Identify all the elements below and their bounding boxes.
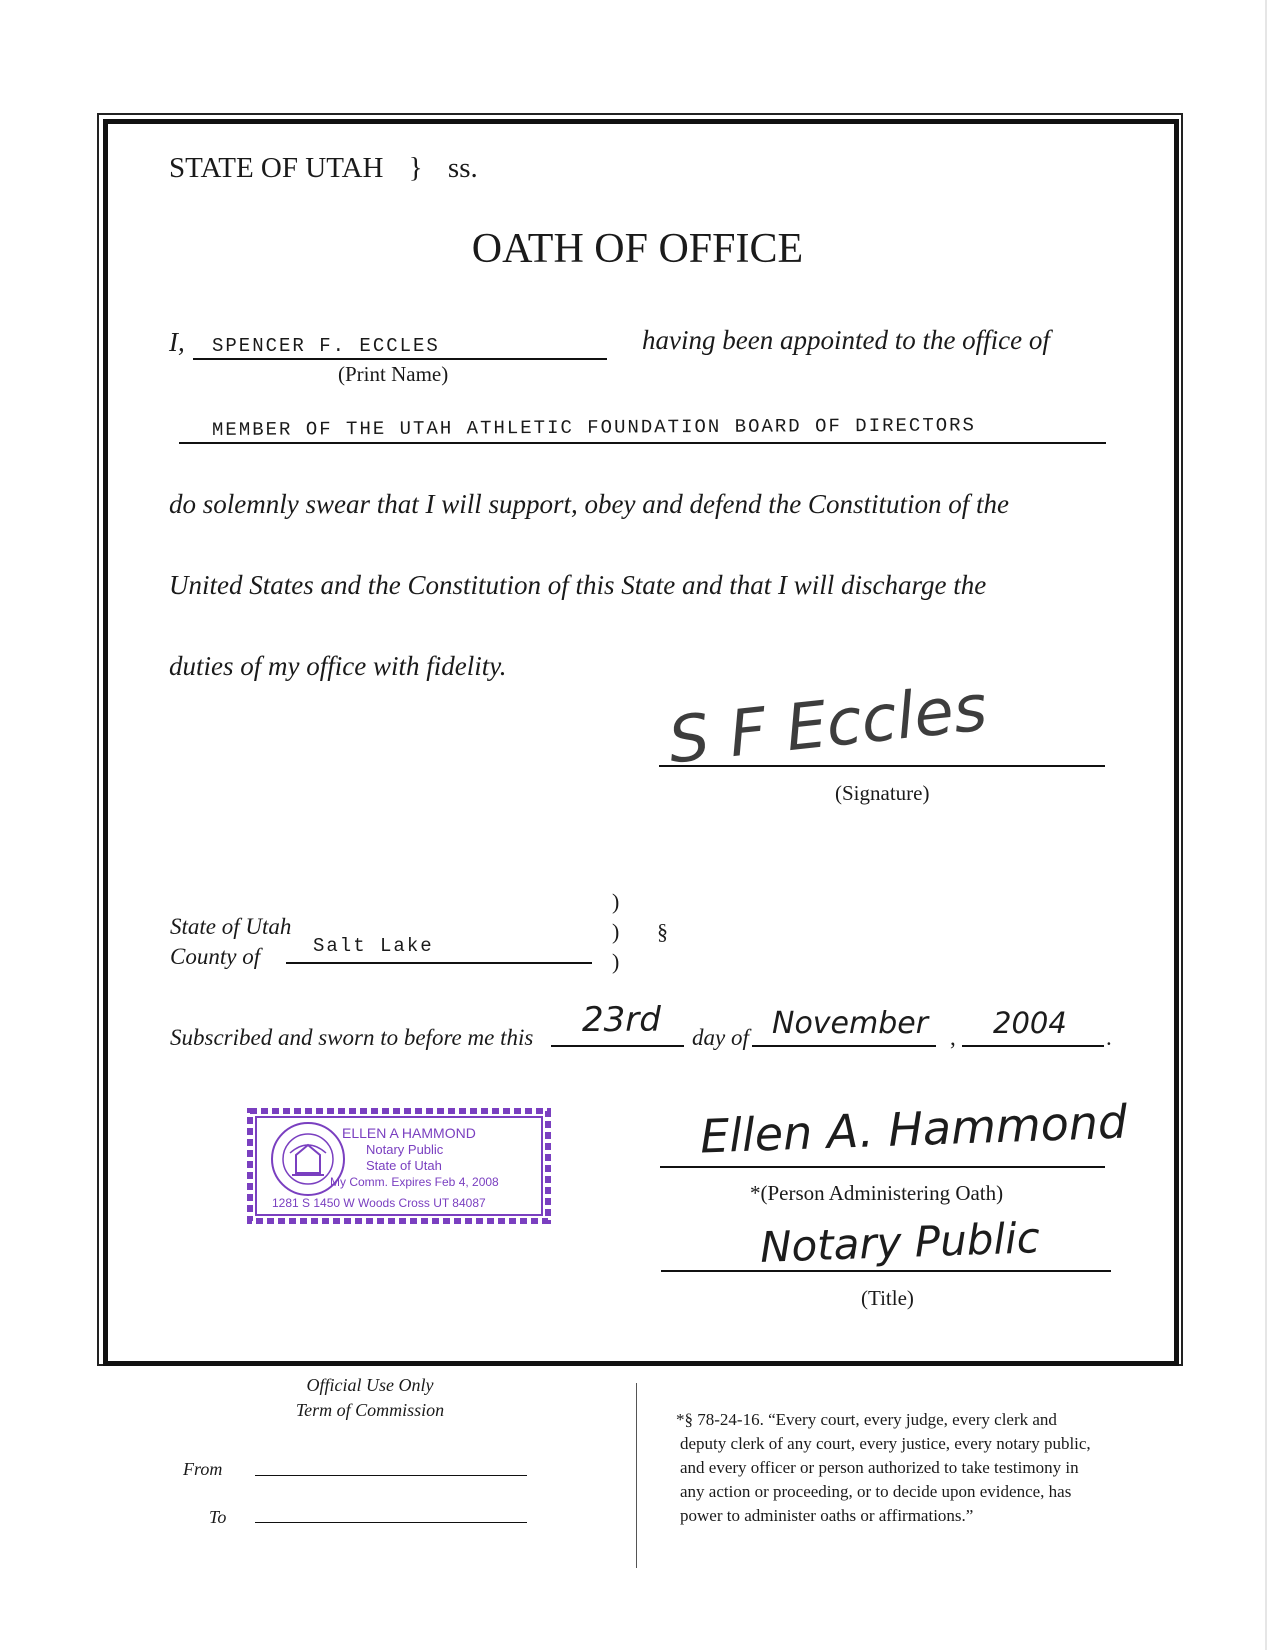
footnote-line-4: any action or proceeding, or to decide upon evidence, has [680, 1482, 1072, 1501]
stamp-line-4: My Comm. Expires Feb 4, 2008 [330, 1175, 499, 1189]
term-of-commission-heading: Term of Commission [295, 1400, 445, 1420]
year-period: . [1106, 1025, 1112, 1050]
sworn-day: 23rd [582, 1000, 661, 1040]
footnote-line-5: power to administer oaths or affirmations.” [680, 1506, 974, 1525]
official-use-heading: Official Use Only [306, 1375, 434, 1395]
title-handwriting: Notary Public [759, 1213, 1041, 1272]
sworn-text: Subscribed and sworn to before me this [170, 1025, 534, 1050]
office-value[interactable]: MEMBER OF THE UTAH ATHLETIC FOUNDATION BOARD OF DIRECTORS [211, 414, 976, 441]
month-comma: , [950, 1025, 956, 1050]
paren-3: ) [612, 949, 620, 974]
title-line [661, 1270, 1111, 1272]
stamp-line-5: 1281 S 1450 W Woods Cross UT 84087 [272, 1196, 486, 1210]
footnote-line-1: *§ 78-24-16. “Every court, every judge, every clerk and [676, 1410, 1057, 1429]
month-line [752, 1045, 936, 1047]
i-label: I, [169, 327, 185, 357]
header-brace: } [408, 152, 423, 184]
sworn-year: 2004 [993, 1006, 1067, 1040]
county-line [286, 962, 592, 964]
sworn-month: November [772, 1006, 929, 1041]
stamp-line-3: State of Utah [366, 1158, 442, 1173]
signature-handwriting: S F Eccles [665, 671, 991, 779]
office-line [179, 442, 1106, 444]
county-value[interactable]: Salt Lake [313, 935, 434, 957]
footnote-line-3: and every officer or person authorized to take testimony in [680, 1458, 1079, 1477]
stamp-line-2: Notary Public [366, 1142, 444, 1157]
state-header [169, 152, 478, 185]
to-line[interactable] [255, 1522, 527, 1523]
oath-line-3: duties of my office with fidelity. [169, 651, 507, 681]
page-title: OATH OF OFFICE [471, 226, 804, 272]
to-label: To [209, 1507, 227, 1527]
notary-stamp [246, 1107, 552, 1225]
footer-divider [636, 1383, 637, 1568]
paren-2: ) [612, 919, 620, 944]
day-line [551, 1045, 684, 1047]
state-name: STATE OF UTAH [169, 152, 384, 184]
print-name-line [193, 358, 607, 360]
ss-label: ss. [447, 152, 478, 184]
from-label: From [183, 1459, 223, 1479]
venue-state: State of Utah [170, 914, 292, 939]
day-of-label: day of [692, 1025, 749, 1050]
stamp-name: ELLEN A HAMMOND [342, 1125, 476, 1141]
paren-1: ) [612, 889, 620, 914]
administrator-line [660, 1166, 1105, 1168]
oath-line-1: do solemnly swear that I will support, obey and defend the Constitution of the [169, 489, 1009, 519]
administrator-caption: *(Person Administering Oath) [750, 1181, 1004, 1205]
administrator-handwriting: Ellen A. Hammond [699, 1094, 1128, 1164]
print-name-value[interactable]: SPENCER F. ECCLES [212, 335, 440, 357]
appointed-text: having been appointed to the office of [642, 325, 1050, 355]
venue-county-label: County of [170, 944, 261, 969]
oath-line-2: United States and the Constitution of this State and that I will discharge the [169, 570, 987, 600]
from-line[interactable] [255, 1475, 527, 1476]
signature-caption: (Signature) [835, 781, 930, 805]
year-line [962, 1045, 1104, 1047]
print-name-caption: (Print Name) [338, 362, 449, 386]
title-caption: (Title) [861, 1286, 914, 1310]
signature-line [659, 765, 1105, 767]
section-mark: § [657, 919, 668, 944]
footnote-line-2: deputy clerk of any court, every justice, every notary public, [680, 1434, 1091, 1453]
